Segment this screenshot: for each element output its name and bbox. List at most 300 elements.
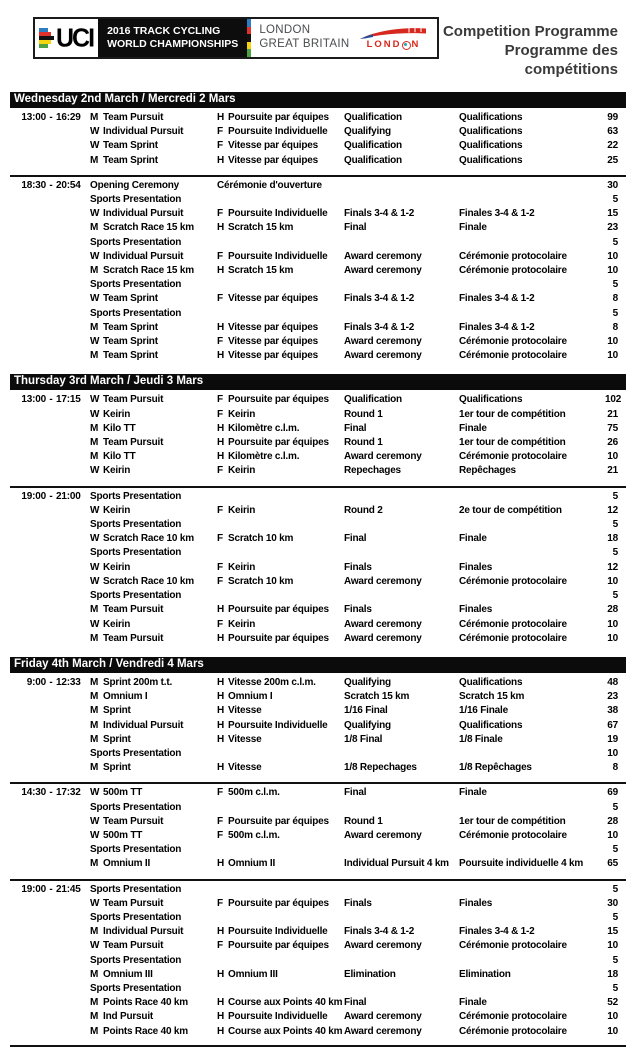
schedule-row [10,193,626,207]
time-start [10,690,46,704]
gender-en: M [90,437,99,449]
time-separator [46,603,56,617]
time-block [10,393,626,478]
time-separator [46,422,56,436]
duration-minutes: 28 [607,815,618,827]
time-end [56,408,88,422]
gender-en: W [90,140,100,152]
schedule-row [10,125,626,139]
host-city-box [251,19,357,57]
event-name-en: Sports Presentation [90,982,182,994]
time-end [56,843,88,857]
time-separator [46,747,56,761]
time-end [56,632,88,646]
time-end [56,321,88,335]
gender-fr: H [217,762,225,774]
gender-fr: F [217,533,223,545]
round-fr: Finale [459,422,487,434]
event-name-fr [215,307,344,321]
event-name-en: Sprint [103,733,131,745]
round-en: Finals [344,561,372,573]
duration-minutes: 10 [607,336,618,348]
event-name-fr [215,490,344,504]
time-start [10,1025,46,1039]
event-name-fr: Poursuite par équipes [228,940,329,952]
event-name-en: Team Pursuit [103,815,164,827]
time-separator [46,618,56,632]
round-en: Finals 3-4 & 1-2 [344,208,415,220]
schedule-row [10,264,626,278]
round-fr: Scratch 15 km [459,691,525,703]
gender-en: M [90,858,99,870]
duration-minutes: 26 [607,437,618,449]
gender-en: M [90,733,99,745]
gender-en: W [90,293,100,305]
schedule-row [10,676,626,690]
duration-minutes: 30 [607,897,618,909]
round-fr [459,518,605,532]
gender-en: M [90,321,99,333]
round-fr: Cérémonie protocolaire [459,1025,567,1037]
time-separator [46,264,56,278]
time-end [56,207,88,221]
schedule-row [10,422,626,436]
duration-minutes: 25 [607,154,618,166]
duration-minutes: 21 [607,465,618,477]
time-separator [46,733,56,747]
duration-minutes: 5 [612,194,618,206]
schedule-row [10,954,626,968]
time-block [10,175,626,364]
london-logo-text: LOND N [366,39,421,50]
time-end [56,518,88,532]
time-end [56,733,88,747]
time-start [10,704,46,718]
event-name-fr: Scratch 15 km [228,265,294,277]
event-name-en: Team Pursuit [103,897,164,909]
day-section [10,374,626,645]
time-end [56,618,88,632]
event-title-line2: WORLD CHAMPIONSHIPS [107,37,239,50]
schedule-row [10,829,626,843]
duration-minutes: 5 [612,307,618,319]
time-start [10,264,46,278]
time-start [10,335,46,349]
day-header: Thursday 3rd March / Jeudi 3 Mars [10,374,626,390]
duration-minutes: 69 [607,787,618,799]
day-blocks [10,676,626,1039]
round-en [344,747,459,761]
event-name-en: Keirin [103,408,131,420]
round-fr: Finales [459,897,493,909]
time-separator [46,939,56,953]
round-en: Final [344,787,367,799]
round-fr: Qualifications [459,676,523,688]
duration-minutes: 15 [607,208,618,220]
event-name-en: Keirin [103,504,131,516]
event-name-en: Sprint [103,705,131,717]
time-separator [46,139,56,153]
time-separator [46,897,56,911]
round-fr: Finales [459,561,493,573]
schedule-row [10,719,626,733]
time-end [56,278,88,292]
time-start [10,321,46,335]
round-en [344,518,459,532]
time-end [56,996,88,1010]
time-start [10,250,46,264]
time-separator [46,690,56,704]
schedule-row [10,236,626,250]
gender-fr: F [217,815,223,827]
event-name-fr: Poursuite Individuelle [228,1011,328,1023]
time-start [10,575,46,589]
gender-fr: H [217,604,225,616]
time-separator [46,207,56,221]
time-start [10,1010,46,1024]
time-start [10,589,46,603]
time-separator [46,719,56,733]
event-name-fr: Keirin [228,504,256,516]
duration-minutes: 67 [607,719,618,731]
round-fr: 1/8 Finale [459,733,503,745]
event-name-en: Team Sprint [103,293,158,305]
schedule-row [10,546,626,560]
time-start [10,125,46,139]
time-end: 21:00 [56,490,81,502]
round-en: Award ceremony [344,618,422,630]
time-end: 17:32 [56,787,81,799]
round-en [344,278,459,292]
event-name-fr: Poursuite par équipes [228,394,329,406]
page-title-fr: Programme des compétitions [504,42,618,78]
event-name-en: Team Pursuit [103,632,164,644]
schedule-row [10,221,626,235]
event-name-en: Sports Presentation [90,590,182,602]
time-end [56,292,88,306]
gender-fr: F [217,575,223,587]
duration-minutes: 15 [607,926,618,938]
time-separator [46,575,56,589]
event-name-fr: Poursuite par équipes [228,112,329,123]
round-en: Elimination [344,968,396,980]
time-separator: - [49,112,53,123]
host-country: GREAT BRITAIN [259,37,350,50]
round-en [344,179,459,193]
schedule-row [10,335,626,349]
duration-minutes: 5 [612,236,618,248]
uci-logo-text: UCI [56,22,94,53]
round-fr: Finales [459,604,493,616]
schedule-row [10,747,626,761]
round-en [344,801,459,815]
round-en: Qualifying [344,719,391,731]
gender-fr: F [217,829,223,841]
gender-en: M [90,762,99,774]
event-name-en: Kilo TT [103,451,136,463]
round-fr [459,278,605,292]
event-name-en: Individual Pursuit [103,719,184,731]
time-end: 21:45 [56,883,81,895]
time-start [10,954,46,968]
time-start: 13:00 [21,112,46,123]
time-separator [46,801,56,815]
event-name-fr [215,843,344,857]
time-separator [46,518,56,532]
round-en [344,193,459,207]
time-start [10,801,46,815]
time-separator [46,815,56,829]
schedule-row [10,154,626,168]
time-end: 17:15 [56,394,81,406]
time-start [10,408,46,422]
schedule-row [10,1010,626,1024]
time-end [56,939,88,953]
round-en [344,883,459,897]
event-name-fr: Poursuite Individuelle [228,926,328,938]
round-en [344,843,459,857]
round-en: Award ceremony [344,336,422,348]
gender-en: W [90,336,100,348]
time-end [56,422,88,436]
event-name-fr: Keirin [228,561,256,573]
event-name-fr [215,546,344,560]
round-en: Final [344,533,367,545]
round-fr: Qualifications [459,719,523,731]
round-en: Award ceremony [344,451,422,463]
time-separator [46,125,56,139]
round-fr: Finales 3-4 & 1-2 [459,321,535,333]
duration-minutes: 30 [607,179,618,191]
time-start: 19:00 [21,883,46,895]
gender-en: M [90,222,99,234]
event-name-en: Scratch Race 15 km [103,222,194,234]
duration-minutes: 65 [607,858,618,870]
round-en: Finals 3-4 & 1-2 [344,293,415,305]
round-fr [459,546,605,560]
round-en: Award ceremony [344,575,422,587]
time-end [56,335,88,349]
duration-minutes: 5 [612,982,618,994]
event-name-fr [215,982,344,996]
time-end [56,546,88,560]
gender-en: M [90,719,99,731]
gender-fr: H [217,705,225,717]
schedule-row [10,321,626,335]
round-fr: 1er tour de compétition [459,437,566,449]
schedule-row [10,250,626,264]
round-en: Scratch 15 km [344,691,410,703]
schedule-row [10,292,626,306]
event-name-en: 500m TT [103,829,143,841]
event-name-en: Team Sprint [103,154,158,166]
duration-minutes: 8 [612,321,618,333]
event-name-fr [215,589,344,603]
time-separator [46,154,56,168]
bottom-rule [10,1045,626,1047]
day-section [10,657,626,1039]
round-en: Qualification [344,154,402,166]
gender-en: M [90,632,99,644]
page-header [0,0,636,79]
time-separator [46,193,56,207]
round-en: Qualification [344,394,402,406]
time-end [56,925,88,939]
schedule-row [10,911,626,925]
event-name-fr: Omnium II [228,858,276,870]
time-start [10,857,46,871]
duration-minutes: 5 [612,844,618,856]
round-fr: Cérémonie protocolaire [459,336,567,348]
gender-fr: H [217,691,225,703]
round-en [344,589,459,603]
time-separator: - [49,787,53,799]
time-start [10,761,46,775]
time-separator [46,349,56,363]
time-start [10,747,46,761]
round-en: Award ceremony [344,250,422,262]
schedule-row [10,1025,626,1039]
round-fr: Cérémonie protocolaire [459,250,567,262]
gender-en: W [90,250,100,262]
event-name-fr: Scratch 15 km [228,222,294,234]
duration-minutes: 102 [605,394,622,406]
round-en: Finals [344,897,372,909]
time-end [56,704,88,718]
event-name-en: Sprint 200m t.t. [103,676,173,688]
round-fr: 1er tour de compétition [459,815,566,827]
gender-fr: H [217,968,225,980]
event-name-fr: Vitesse par équipes [228,293,318,305]
round-en: Individual Pursuit 4 km [344,858,449,870]
event-name-en: Omnium II [103,858,151,870]
gender-en: W [90,533,100,545]
event-name-en: Scratch Race 10 km [103,533,194,545]
time-end [56,829,88,843]
gender-fr: H [217,1011,225,1023]
schedule-row [10,618,626,632]
round-en: 1/16 Final [344,705,388,717]
round-fr [459,589,605,603]
day-header: Wednesday 2nd March / Mercredi 2 Mars [10,92,626,108]
round-fr: Cérémonie protocolaire [459,618,567,630]
event-name-en: Team Pursuit [103,940,164,952]
gender-en: W [90,465,100,477]
schedule-row [10,207,626,221]
time-start [10,154,46,168]
round-en: Award ceremony [344,940,422,952]
time-start [10,829,46,843]
event-name-en: Sports Presentation [90,844,182,856]
page-title [439,17,618,79]
gender-fr: H [217,733,225,745]
time-end [56,561,88,575]
host-city: LONDON [259,24,311,36]
round-fr: 1/16 Finale [459,705,508,717]
duration-minutes: 5 [612,801,618,813]
event-name-en: Scratch Race 10 km [103,575,194,587]
duration-minutes: 48 [607,676,618,688]
duration-minutes: 5 [612,279,618,291]
time-separator [46,236,56,250]
event-name-en: Team Pursuit [103,112,164,123]
time-end [56,761,88,775]
gender-fr: H [217,632,225,644]
time-separator: - [49,883,53,895]
round-fr: Qualifications [459,140,523,152]
round-fr: Cérémonie protocolaire [459,575,567,587]
time-end [56,954,88,968]
time-block [10,782,626,871]
round-en [344,546,459,560]
duration-minutes: 5 [612,911,618,923]
time-separator [46,221,56,235]
gender-fr: H [217,154,225,166]
time-start [10,349,46,363]
gender-fr: H [217,321,225,333]
time-separator: - [49,676,53,688]
duration-minutes: 10 [607,250,618,262]
time-start [10,911,46,925]
event-name-fr: Scratch 10 km [228,575,294,587]
gender-en: M [90,604,99,616]
event-name-en: Team Pursuit [103,437,164,449]
time-start: 19:00 [21,490,46,502]
event-name-fr [215,278,344,292]
round-en: Finals 3-4 & 1-2 [344,926,415,938]
event-name-fr: Vitesse par équipes [228,336,318,348]
schedule-row [10,307,626,321]
round-en: Repechages [344,465,401,477]
gender-fr: H [217,719,225,731]
gender-fr: F [217,561,223,573]
gender-en: M [90,451,99,463]
gender-en: W [90,618,100,630]
round-en: 1/8 Final [344,733,383,745]
event-name-fr [215,911,344,925]
time-separator [46,408,56,422]
gender-en: W [90,897,100,909]
duration-minutes: 19 [607,733,618,745]
time-separator [46,307,56,321]
event-name-fr: Vitesse par équipes [228,154,318,166]
round-en [344,954,459,968]
championships-logo-banner [33,17,439,59]
time-separator [46,911,56,925]
duration-minutes: 38 [607,705,618,717]
time-end [56,532,88,546]
round-en: Award ceremony [344,829,422,841]
event-name-en: Sports Presentation [90,883,182,895]
schedule-row [10,925,626,939]
time-separator: - [49,394,53,406]
schedule-row [10,278,626,292]
duration-minutes: 22 [607,140,618,152]
duration-minutes: 63 [607,126,618,138]
time-start [10,532,46,546]
time-start [10,982,46,996]
time-separator: - [49,179,53,191]
round-fr: Cérémonie protocolaire [459,1011,567,1023]
event-name-fr: Course aux Points 40 km [228,997,343,1009]
time-separator [46,954,56,968]
time-end [56,589,88,603]
time-separator [46,857,56,871]
event-name-fr: Poursuite Individuelle [228,126,328,138]
time-end: 12:33 [56,676,81,688]
event-name-fr: Poursuite par équipes [228,632,329,644]
round-en: Finals [344,604,372,616]
